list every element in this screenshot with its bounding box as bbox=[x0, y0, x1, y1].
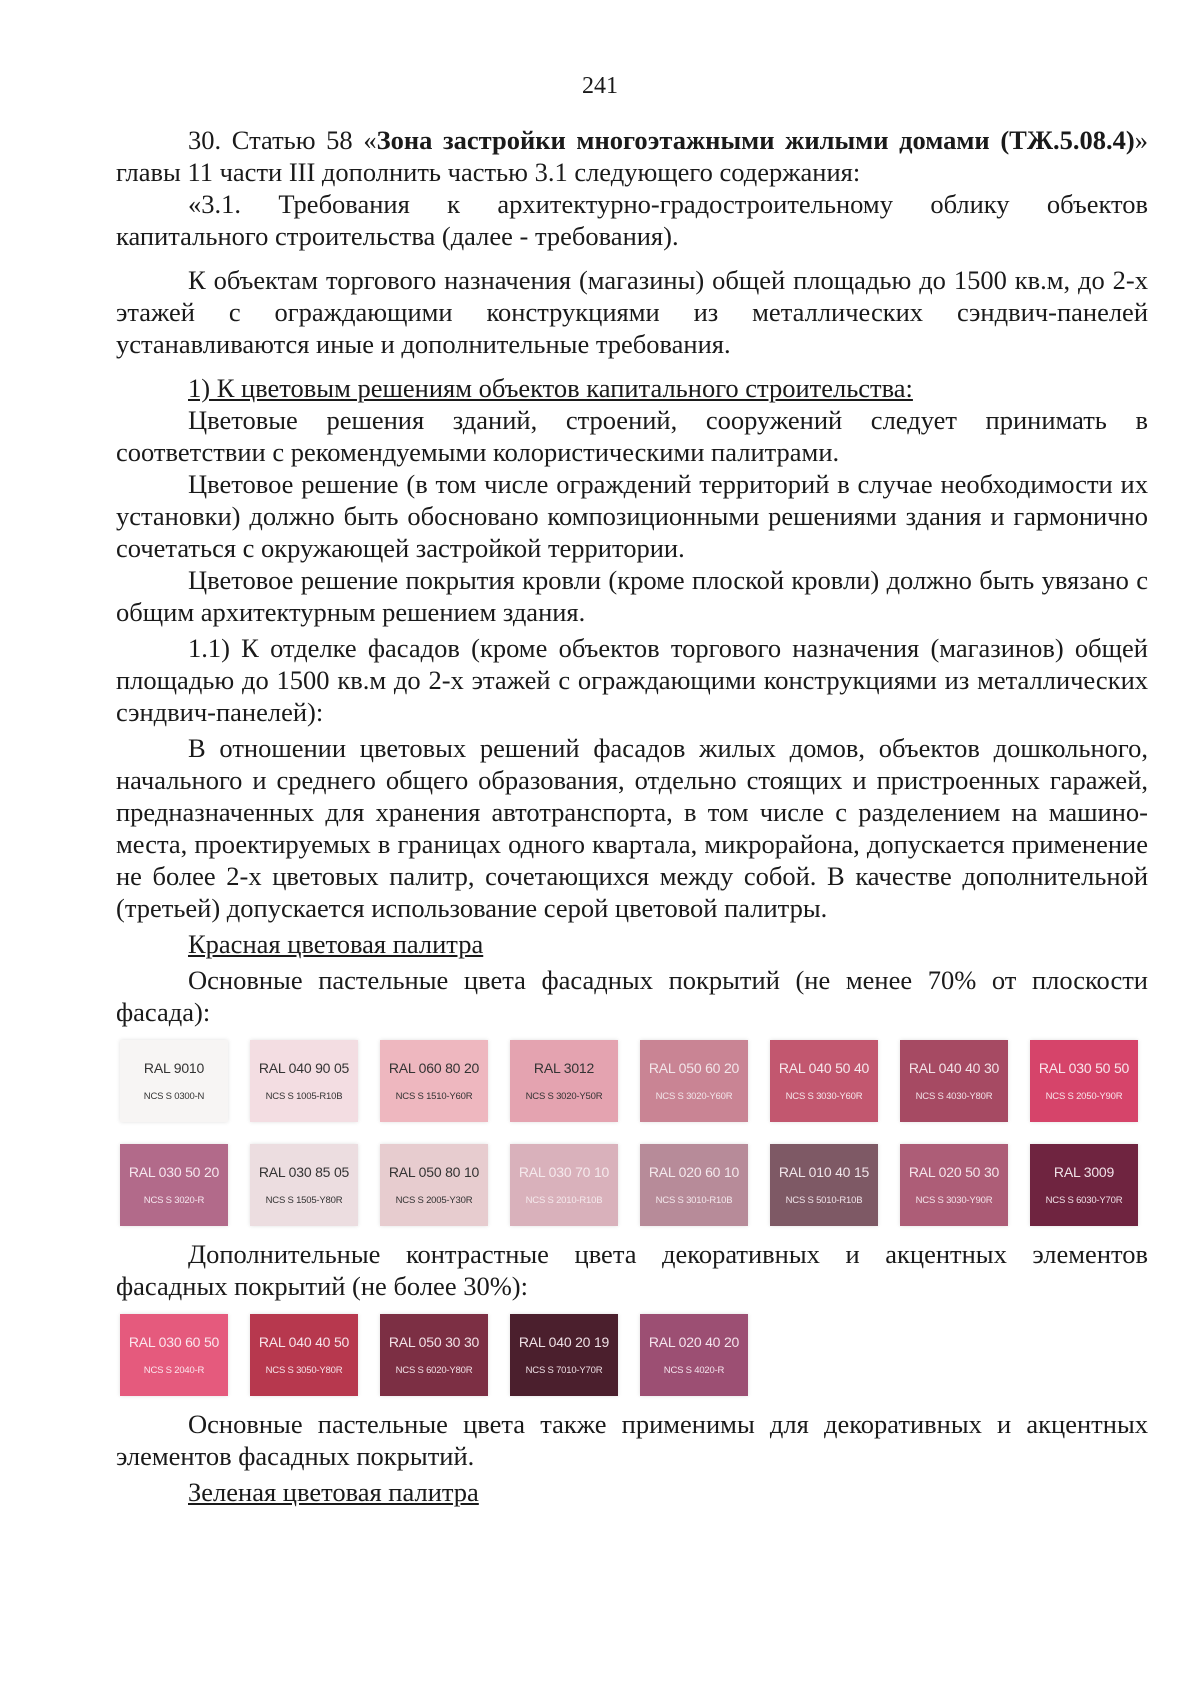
swatch-ral-code: RAL 030 50 50 bbox=[1038, 1060, 1130, 1076]
swatch-ral-code: RAL 060 80 20 bbox=[388, 1060, 480, 1076]
swatch-ral-code: RAL 010 40 15 bbox=[778, 1164, 870, 1180]
swatch-ncs-code: NCS S 4030-Y80R bbox=[915, 1091, 993, 1102]
swatch-ral-code: RAL 040 50 40 bbox=[778, 1060, 870, 1076]
color-swatch bbox=[770, 1144, 878, 1226]
swatch-ncs-code: NCS S 3050-Y80R bbox=[265, 1365, 343, 1376]
swatch-ral-code: RAL 9010 bbox=[143, 1060, 205, 1076]
color-solutions-paragraph-2: Цветовое решение (в том числе ограждений территорий в случае необходимости их установки) должно быть обосновано композиционными решениями здания и гармонично сочетаться с окружающей застройкой территории. bbox=[116, 469, 1148, 563]
swatch-ncs-code: NCS S 0300-N bbox=[143, 1091, 205, 1102]
swatch-ral-code: RAL 050 60 20 bbox=[648, 1060, 740, 1076]
swatch-ral-code: RAL 040 40 50 bbox=[258, 1334, 350, 1350]
amendment-paragraph bbox=[116, 124, 1148, 188]
color-solutions-heading: 1) К цветовым решениям объектов капитального строительства: bbox=[188, 373, 913, 403]
swatch-ncs-code: NCS S 3010-R10B bbox=[655, 1195, 733, 1206]
zone-title: Зона застройки многоэтажными жилыми домами (ТЖ.5.08.4) bbox=[376, 125, 1135, 155]
color-swatch bbox=[770, 1040, 878, 1122]
swatch-ncs-code: NCS S 7010-Y70R bbox=[525, 1365, 603, 1376]
swatch-ral-code: RAL 030 70 10 bbox=[518, 1164, 610, 1180]
swatch-ral-code: RAL 040 90 05 bbox=[258, 1060, 350, 1076]
amendment-text-end: » главы 11 части III дополнить частью 3.1 следующего содержания: bbox=[116, 125, 1148, 187]
color-swatch bbox=[120, 1314, 228, 1396]
swatch-ral-code: RAL 020 40 20 bbox=[648, 1334, 740, 1350]
swatch-ral-code: RAL 040 20 19 bbox=[518, 1334, 610, 1350]
color-swatch bbox=[640, 1040, 748, 1122]
color-swatch bbox=[380, 1144, 488, 1226]
color-solutions-paragraph-1: Цветовые решения зданий, строений, сооружений следует принимать в соответствии с рекомендуемыми колористическими палитрами. bbox=[116, 405, 1148, 467]
swatch-ncs-code: NCS S 2005-Y30R bbox=[395, 1195, 473, 1206]
facade-finishing-paragraph: 1.1) К отделке фасадов (кроме объектов торгового назначения (магазинов) общей площадью до 1500 кв.м до 2-х этажей с ограждающими конструкциями из металлических сэндвич-панелей): bbox=[116, 633, 1148, 727]
trade-objects-paragraph: К объектам торгового назначения (магазины) общей площадью до 1500 кв.м, до 2-х этажей с ограждающими конструкциями из металлических сэндвич-панелей устанавливаются иные и дополнительные требования. bbox=[116, 265, 1148, 359]
color-swatch bbox=[510, 1314, 618, 1396]
swatch-ral-code: RAL 050 30 30 bbox=[388, 1334, 480, 1350]
swatch-ral-code: RAL 020 50 30 bbox=[908, 1164, 1000, 1180]
color-swatch bbox=[1030, 1144, 1138, 1226]
swatch-ral-code: RAL 3009 bbox=[1053, 1164, 1115, 1180]
color-solutions-paragraph-3: Цветовое решение покрытия кровли (кроме плоской кровли) должно быть увязано с общим архитектурным решением здания. bbox=[116, 565, 1148, 627]
color-swatch bbox=[250, 1314, 358, 1396]
color-swatch bbox=[640, 1144, 748, 1226]
swatch-ncs-code: NCS S 1005-R10B bbox=[265, 1091, 343, 1102]
color-swatch bbox=[510, 1144, 618, 1226]
swatch-ncs-code: NCS S 5010-R10B bbox=[785, 1195, 863, 1206]
color-swatch bbox=[900, 1040, 1008, 1122]
swatch-ral-code: RAL 030 60 50 bbox=[128, 1334, 220, 1350]
color-swatch bbox=[380, 1314, 488, 1396]
swatch-ral-code: RAL 030 50 20 bbox=[128, 1164, 220, 1180]
swatch-ral-code: RAL 020 60 10 bbox=[648, 1164, 740, 1180]
page-content bbox=[116, 124, 1148, 1508]
swatch-ncs-code: NCS S 3020-Y50R bbox=[525, 1091, 603, 1102]
swatch-ncs-code: NCS S 2010-R10B bbox=[525, 1195, 603, 1206]
swatch-ncs-code: NCS S 6020-Y80R bbox=[395, 1365, 473, 1376]
green-palette-heading: Зеленая цветовая палитра bbox=[188, 1477, 479, 1507]
swatch-ncs-code: NCS S 3020-Y60R bbox=[655, 1091, 733, 1102]
color-swatch bbox=[250, 1040, 358, 1122]
swatch-ncs-code: NCS S 4020-R bbox=[663, 1365, 725, 1376]
main-colors-caption: Основные пастельные цвета фасадных покрытий (не менее 70% от плоскости фасада): bbox=[116, 965, 1148, 1027]
color-swatch bbox=[120, 1040, 228, 1122]
swatch-ncs-code: NCS S 1505-Y80R bbox=[265, 1195, 343, 1206]
closing-paragraph: Основные пастельные цвета также применимы для декоративных и акцентных элементов фасадных покрытий. bbox=[116, 1409, 1148, 1471]
swatch-ncs-code: NCS S 3030-Y60R bbox=[785, 1091, 863, 1102]
color-swatch bbox=[1030, 1040, 1138, 1122]
red-palette-heading: Красная цветовая палитра bbox=[188, 929, 484, 959]
swatch-ncs-code: NCS S 3030-Y90R bbox=[915, 1195, 993, 1206]
swatch-ncs-code: NCS S 3020-R bbox=[143, 1195, 205, 1206]
color-swatch bbox=[900, 1144, 1008, 1226]
amendment-text-start: 30. Статью 58 « bbox=[188, 125, 377, 155]
color-swatch bbox=[120, 1144, 228, 1226]
accent-color-swatches bbox=[120, 1314, 1148, 1396]
swatch-ral-code: RAL 050 80 10 bbox=[388, 1164, 480, 1180]
color-swatch bbox=[380, 1040, 488, 1122]
swatch-ncs-code: NCS S 6030-Y70R bbox=[1045, 1195, 1123, 1206]
swatch-ncs-code: NCS S 1510-Y60R bbox=[395, 1091, 473, 1102]
swatch-ncs-code: NCS S 2040-R bbox=[143, 1365, 205, 1376]
swatch-ral-code: RAL 3012 bbox=[533, 1060, 595, 1076]
accent-colors-caption: Дополнительные контрастные цвета декоративных и акцентных элементов фасадных покрытий (не более 30%): bbox=[116, 1239, 1148, 1301]
swatch-ral-code: RAL 040 40 30 bbox=[908, 1060, 1000, 1076]
section-3-1-paragraph: «3.1. Требования к архитектурно-градостроительному облику объектов капитального строительства (далее - требования). bbox=[116, 189, 1148, 251]
swatch-ncs-code: NCS S 2050-Y90R bbox=[1045, 1091, 1123, 1102]
color-swatch bbox=[250, 1144, 358, 1226]
page-number: 241 bbox=[582, 73, 618, 99]
color-swatch bbox=[510, 1040, 618, 1122]
main-color-swatches bbox=[120, 1040, 1148, 1226]
facade-palettes-paragraph: В отношении цветовых решений фасадов жилых домов, объектов дошкольного, начального и среднего общего образования, отдельно стоящих и пристроенных гаражей, предназначенных для хранения автотранспорта, в том числе с разделением на машино-места, проектируемых в границах одного квартала, микрорайона, допускается применение не более 2-х цветовых палитр, сочетающихся между собой. В качестве дополнительной (третьей) допускается использование серой цветовой палитры. bbox=[116, 733, 1148, 923]
color-swatch bbox=[640, 1314, 748, 1396]
swatch-ral-code: RAL 030 85 05 bbox=[258, 1164, 350, 1180]
